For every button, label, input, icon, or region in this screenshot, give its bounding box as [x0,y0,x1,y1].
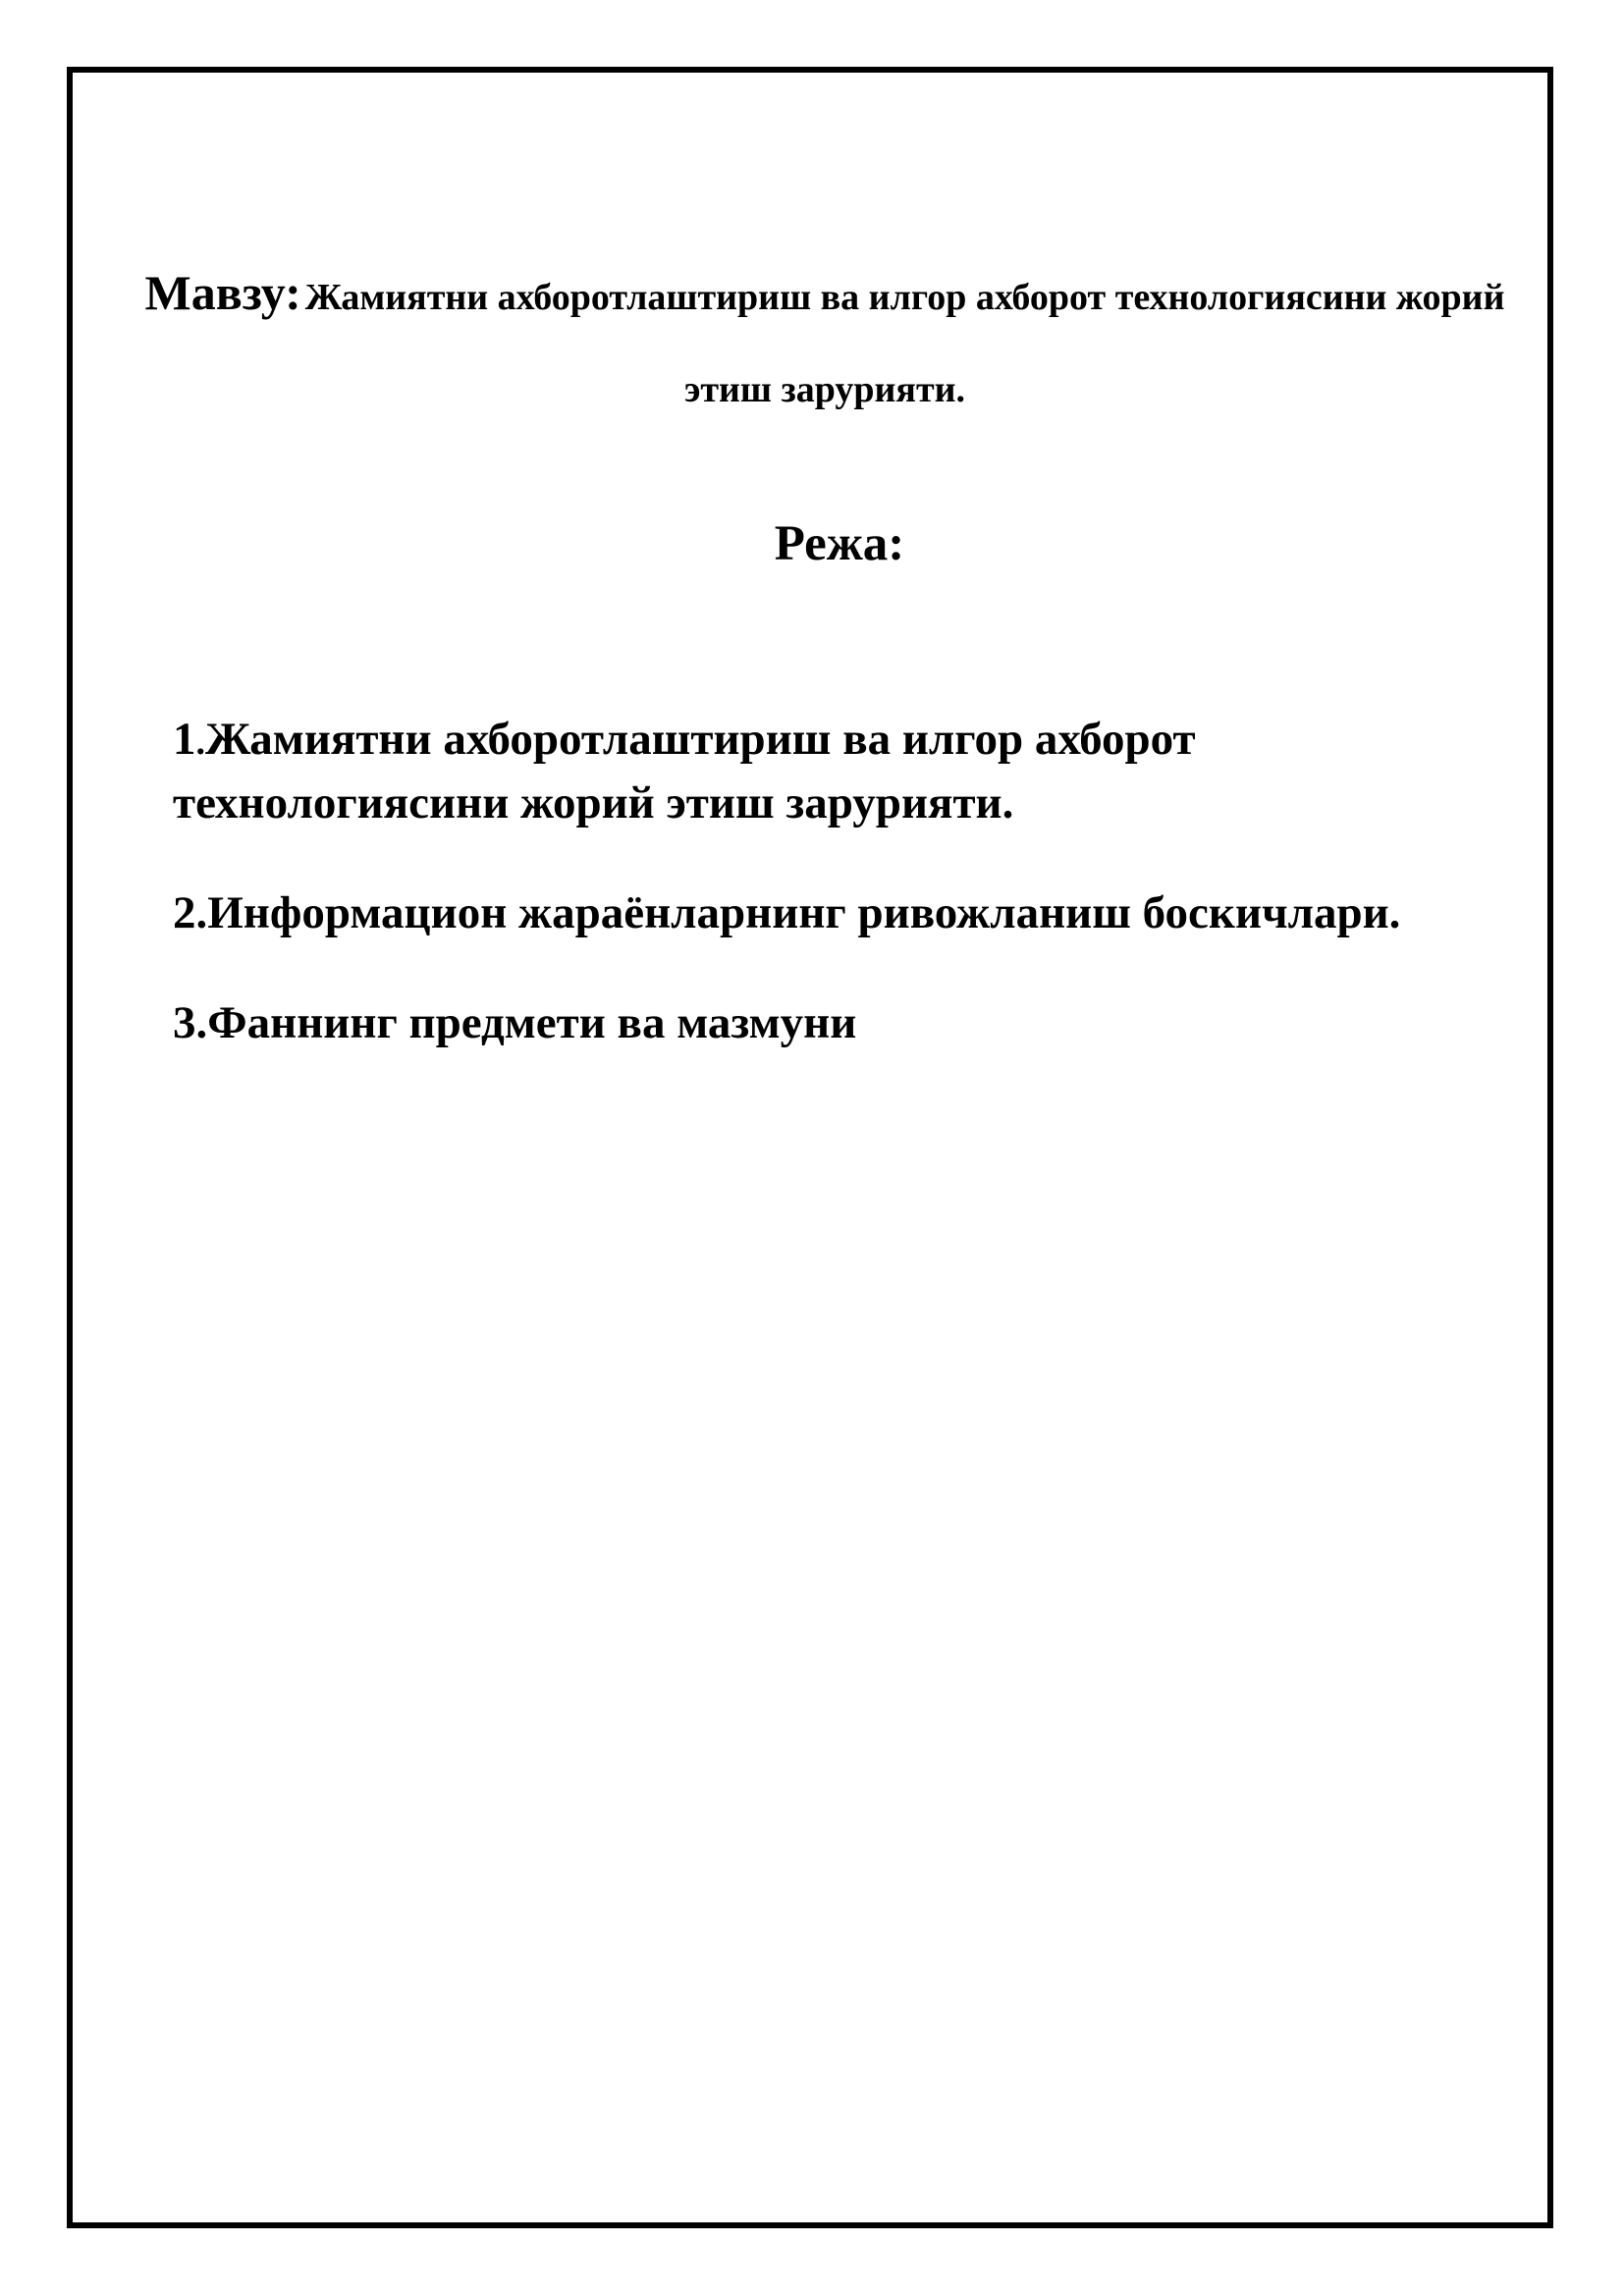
plan-item-number: 1 [173,714,196,765]
plan-item-text: Жамиятни ахборотлаштириш ва илгор ахборот технологиясини жорий этиш зарурияти. [173,714,1196,828]
plan-item-3 [173,992,1528,1053]
plan-item-text: Фаннинг предмети ва мазмуни [207,997,857,1048]
plan-item-separator: . [195,721,205,763]
plan-heading: Режа: [774,516,905,571]
topic-label: Мавзу: [144,265,301,320]
plan-item-number: 2. [173,887,208,938]
topic-heading [137,250,1512,440]
topic-title: Жамиятни ахборотлаштириш ва илгор ахборот технологиясини жорий этиш зарурияти. [304,277,1505,410]
plan-list [173,709,1528,1102]
plan-item-1 [173,709,1528,833]
plan-item-text: Информацион жараёнларнинг ривожланиш боскичлари. [207,887,1401,938]
plan-item-2 [173,882,1528,943]
plan-item-number: 3. [173,997,208,1048]
